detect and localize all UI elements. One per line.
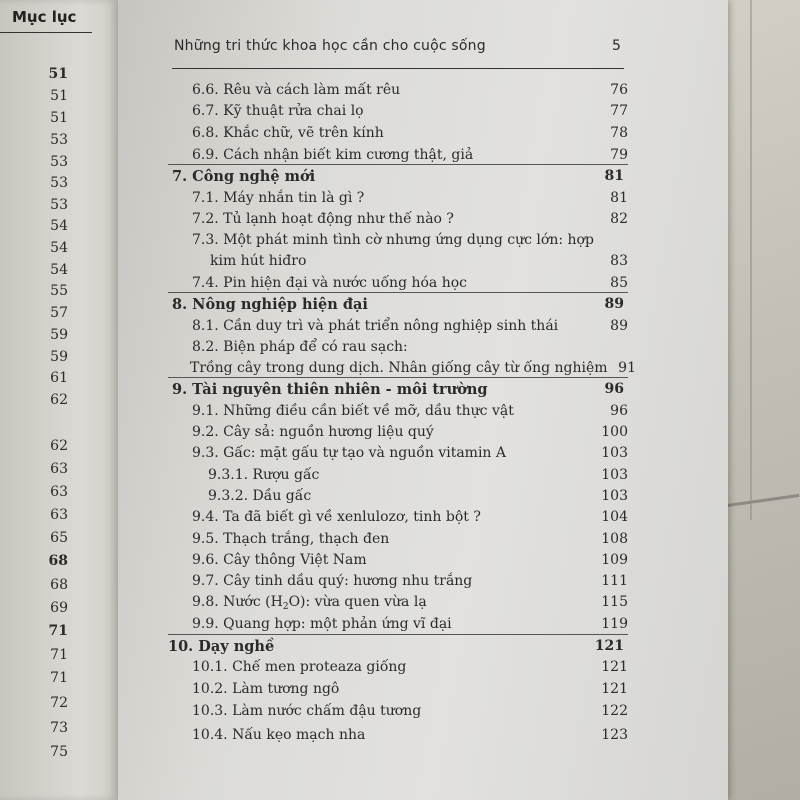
toc-entry: 9.3.1. Rượu gấc <box>208 467 320 483</box>
toc-entry: 9.5. Thạch trắng, thạch đen <box>192 531 390 547</box>
toc-entry: 10.2. Làm tương ngô <box>192 681 340 697</box>
toc-page-number: 83 <box>610 253 628 269</box>
toc-page-number: 81 <box>604 168 624 184</box>
toc-page-number: 103 <box>601 467 628 483</box>
toc-entry: 9.7. Cây tinh dầu quý: hương nhu trắng <box>192 573 473 589</box>
toc-entry: 9.9. Quang hợp: một phản ứng vĩ đại <box>192 616 452 632</box>
main-page <box>118 0 728 800</box>
toc-entry: 6.9. Cách nhận biết kim cương thật, giả <box>192 147 474 163</box>
left-page-header-rule <box>0 32 92 33</box>
toc-page-number: 103 <box>601 488 628 504</box>
left-page-number: 59 <box>50 327 68 343</box>
left-page-number: 53 <box>50 154 68 170</box>
running-header-page-number: 5 <box>612 38 621 54</box>
toc-page-number: 100 <box>601 424 628 440</box>
toc-entry: 9.1. Những điều cần biết về mỡ, dầu thực vật <box>192 403 514 419</box>
toc-entry: 7.3. Một phát minh tình cờ nhưng ứng dụng cực lớn: hợp <box>192 232 594 248</box>
toc-entry: 9.3.2. Dầu gấc <box>208 488 312 504</box>
left-page-number: 71 <box>48 623 68 639</box>
left-page-number: 68 <box>48 553 68 569</box>
toc-page-number: 115 <box>601 594 628 610</box>
left-page-number: 71 <box>50 647 68 663</box>
toc-entry: 10.3. Làm nước chấm đậu tương <box>192 703 422 719</box>
subscript-text: 2 <box>282 602 289 612</box>
toc-entry-text: O): vừa quen vừa lạ <box>288 594 427 610</box>
chapter-separator-rule <box>168 164 628 165</box>
left-page-number: 55 <box>50 283 68 299</box>
toc-page-number: 103 <box>601 445 628 461</box>
chapter-separator-rule <box>168 634 628 635</box>
left-page-number: 68 <box>50 577 68 593</box>
left-page-number: 54 <box>50 218 68 234</box>
chapter-separator-rule <box>168 377 628 378</box>
chapter-separator-rule <box>168 292 628 293</box>
left-page-number: 62 <box>50 392 68 408</box>
toc-page-number: 121 <box>601 681 628 697</box>
toc-page-number: 109 <box>601 552 628 568</box>
toc-page-number: 79 <box>610 147 628 163</box>
toc-entry: Trồng cây trong dung dịch. Nhân giống cây từ ống nghiệm <box>190 360 608 376</box>
toc-page-number: 89 <box>610 318 628 334</box>
toc-page-number: 119 <box>601 616 628 632</box>
toc-page-number: 78 <box>610 125 628 141</box>
toc-entry: 9.6. Cây thông Việt Nam <box>192 552 367 568</box>
toc-entry-text: 9.8. Nước (H <box>192 594 283 610</box>
left-page-number: 53 <box>50 132 68 148</box>
left-page-number: 63 <box>50 461 68 477</box>
toc-entry: 6.6. Rêu và cách làm mất rêu <box>192 82 401 98</box>
left-page-number: 51 <box>50 88 68 104</box>
toc-page-number: 121 <box>594 638 624 654</box>
left-page-number: 57 <box>50 305 68 321</box>
toc-entry: 9.4. Ta đã biết gì về xenlulozơ, tinh bột ? <box>192 509 481 525</box>
left-page-number: 53 <box>50 197 68 213</box>
left-page-number: 59 <box>50 349 68 365</box>
tile-grout-line <box>750 0 752 520</box>
left-page-number: 63 <box>50 484 68 500</box>
left-page <box>0 0 118 800</box>
toc-chapter-heading: 10. Dạy nghề <box>168 638 275 655</box>
toc-entry: kim hút hiđro <box>210 253 307 269</box>
left-page-number: 51 <box>50 110 68 126</box>
left-page-number: 54 <box>50 240 68 256</box>
toc-entry: 8.2. Biện pháp để có rau sạch: <box>192 339 408 355</box>
toc-entry: 9.3. Gấc: mặt gấu tự tạo và nguồn vitamin A <box>192 445 507 461</box>
toc-page-number: 96 <box>610 403 628 419</box>
left-page-number: 73 <box>50 720 68 736</box>
toc-page-number: 96 <box>604 381 624 397</box>
left-page-title: Mục lục <box>12 8 77 26</box>
toc-page-number: 82 <box>610 211 628 227</box>
toc-entry: 7.1. Máy nhắn tin là gì ? <box>192 190 365 206</box>
toc-page-number: 77 <box>610 103 628 119</box>
toc-page-number: 104 <box>601 509 628 525</box>
toc-entry: 7.2. Tủ lạnh hoạt động như thế nào ? <box>192 211 454 227</box>
toc-page-number: 91 <box>618 360 636 376</box>
toc-page-number: 111 <box>601 573 628 589</box>
left-page-number: 61 <box>50 370 68 386</box>
toc-page-number: 81 <box>610 190 628 206</box>
toc-entry: 10.4. Nấu kẹo mạch nha <box>192 727 366 743</box>
toc-entry: 10.1. Chế men proteaza giống <box>192 659 407 675</box>
toc-page-number: 121 <box>601 659 628 675</box>
toc-chapter-heading: 9. Tài nguyên thiên nhiên - môi trường <box>172 381 488 398</box>
left-page-number: 54 <box>50 262 68 278</box>
left-page-number: 53 <box>50 175 68 191</box>
toc-entry: 6.8. Khắc chữ, vẽ trên kính <box>192 125 384 141</box>
toc-chapter-heading: 7. Công nghệ mới <box>172 168 316 185</box>
toc-page-number: 123 <box>601 727 628 743</box>
left-page-number: 62 <box>50 438 68 454</box>
left-page-number: 69 <box>50 600 68 616</box>
toc-entry: 9.2. Cây sả: nguồn hương liệu quý <box>192 424 434 440</box>
left-page-number: 72 <box>50 695 68 711</box>
toc-page-number: 85 <box>610 275 628 291</box>
toc-entry: 8.1. Cần duy trì và phát triển nông nghiệp sinh thái <box>192 318 559 334</box>
toc-page-number: 89 <box>604 296 624 312</box>
toc-page-number: 108 <box>601 531 628 547</box>
left-page-number: 65 <box>50 530 68 546</box>
left-page-number: 75 <box>50 744 68 760</box>
left-page-number: 51 <box>48 66 68 82</box>
running-header-title: Những tri thức khoa học cần cho cuộc sống <box>174 38 486 54</box>
left-page-number: 71 <box>50 670 68 686</box>
left-page-number: 63 <box>50 507 68 523</box>
toc-entry: 6.7. Kỹ thuật rửa chai lọ <box>192 103 364 119</box>
toc-entry <box>192 594 427 612</box>
toc-entry: 7.4. Pin hiện đại và nước uống hóa học <box>192 275 468 291</box>
toc-page-number: 122 <box>601 703 628 719</box>
header-rule <box>172 68 624 69</box>
toc-chapter-heading: 8. Nông nghiệp hiện đại <box>172 296 368 313</box>
toc-page-number: 76 <box>610 82 628 98</box>
